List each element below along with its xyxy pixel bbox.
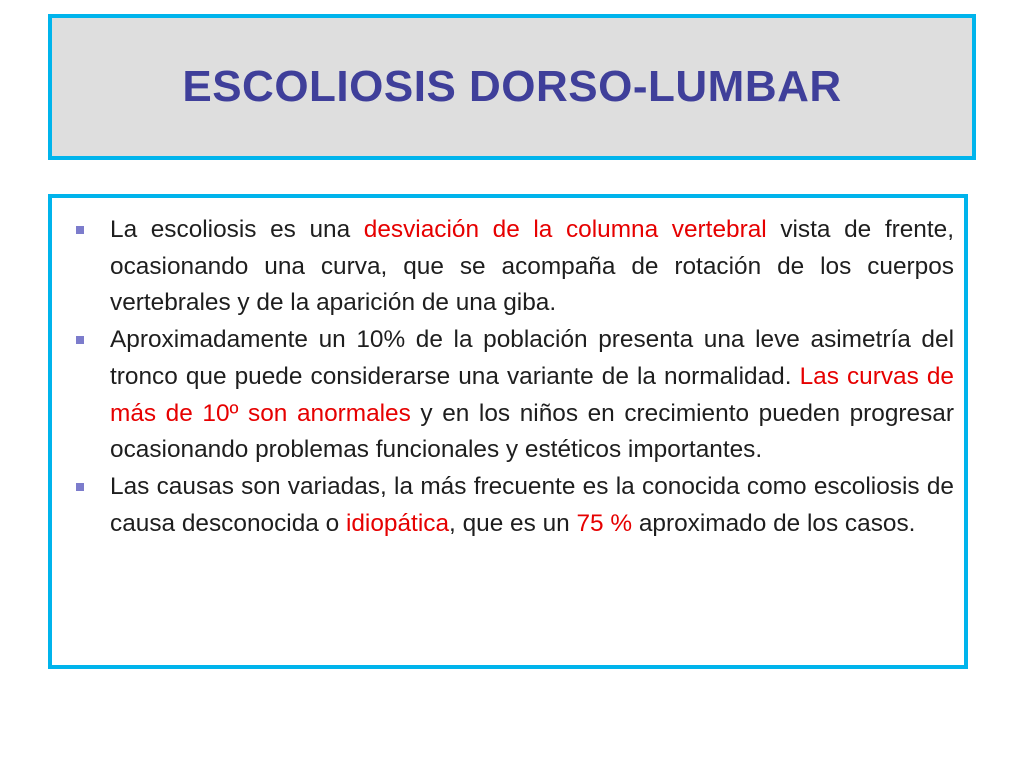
- highlight-text: desviación de la columna vertebral: [363, 216, 767, 243]
- bullet-text: , que es un: [449, 509, 577, 537]
- highlight-text: idiopática: [345, 509, 450, 537]
- bullet-item: [72, 469, 954, 542]
- square-bullet-icon: [76, 226, 84, 234]
- bullet-text: y en los niños en crecimiento pueden progresar ocasionando problemas funcionales y estéticos importantes.: [110, 399, 954, 464]
- bullet-text: Las causas son variadas, la más frecuente es la conocida como escoliosis de causa desconocida o: [110, 472, 954, 537]
- square-bullet-icon: [76, 336, 84, 344]
- bullet-item: [72, 322, 954, 469]
- title-box: [48, 14, 976, 160]
- highlight-text: Las curvas de más de 10º son anormales: [110, 362, 954, 427]
- content-box: [48, 194, 968, 669]
- bullet-text: aproximado de los casos.: [632, 509, 916, 537]
- slide-title: ESCOLIOSIS DORSO-LUMBAR: [182, 62, 842, 111]
- bullet-text: vista de frente, ocasionando una curva, que se acompaña de rotación de los cuerpos vertebrales y de la aparición de una giba.: [110, 216, 954, 317]
- highlight-text: 75 %: [576, 509, 633, 537]
- square-bullet-icon: [76, 483, 84, 491]
- bullet-item: [72, 212, 954, 322]
- bullet-text: La escoliosis es una: [110, 216, 364, 243]
- bullet-list: [72, 212, 954, 542]
- bullet-text: Aproximadamente un 10% de la población presenta una leve asimetría del tronco que puede considerarse una variante de la normalidad.: [110, 326, 954, 390]
